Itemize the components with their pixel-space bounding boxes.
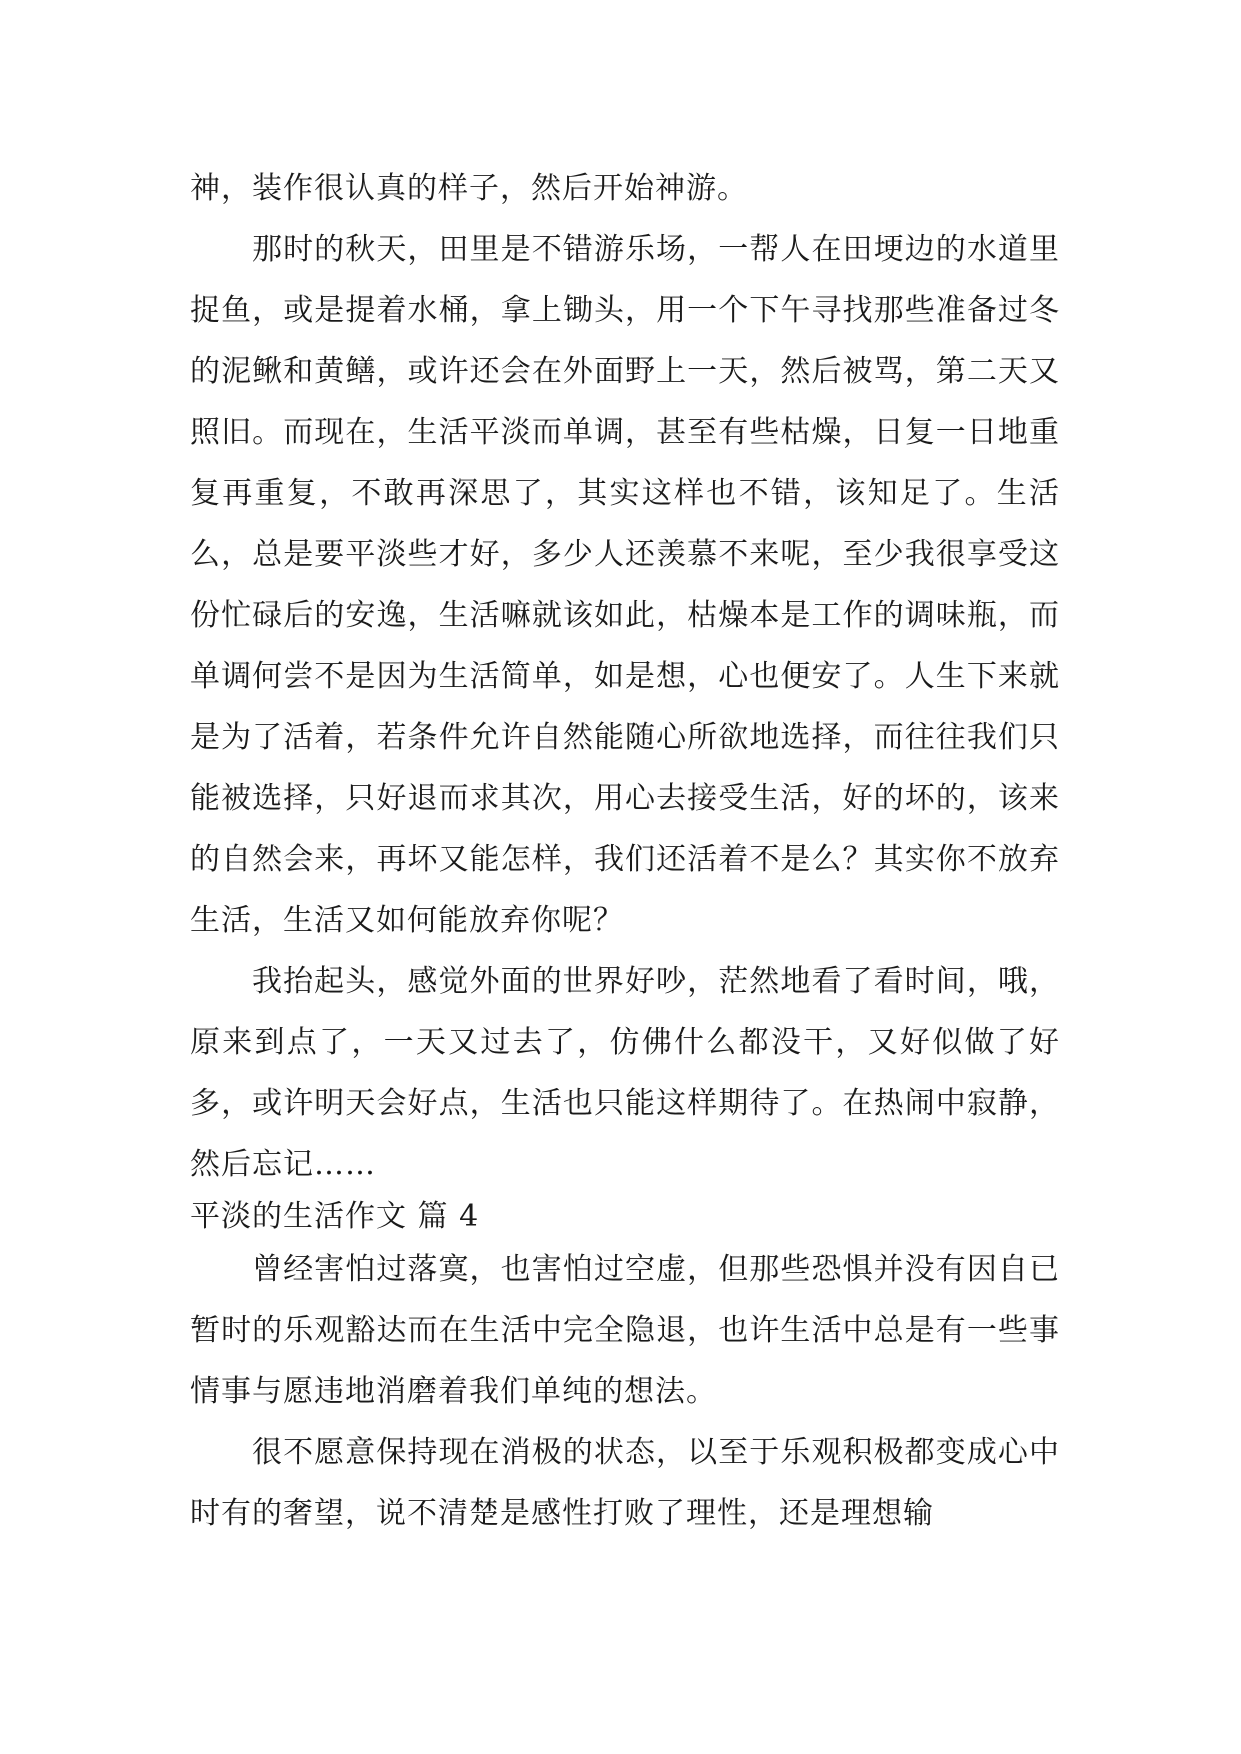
paragraph: 很不愿意保持现在消极的状态，以至于乐观积极都变成心中时有的奢望，说不清楚是感性打败了理性，还是理想输	[190, 1435, 1060, 1531]
paragraph: 神，装作很认真的样子，然后开始神游。	[190, 171, 748, 206]
document-body	[190, 158, 1060, 1544]
paragraph: 我抬起头，感觉外面的世界好吵，茫然地看了看时间，哦，原来到点了，一天又过去了，仿佛什么都没干，又好似做了好多，或许明天会好点，生活也只能这样期待了。在热闹中寂静，然后忘记……	[190, 964, 1060, 1182]
paragraph: 曾经害怕过落寞，也害怕过空虚，但那些恐惧并没有因自已暂时的乐观豁达而在生活中完全隐退，也许生活中总是有一些事情事与愿违地消磨着我们单纯的想法。	[190, 1252, 1060, 1409]
paragraph: 那时的秋天，田里是不错游乐场，一帮人在田埂边的水道里捉鱼，或是提着水桶，拿上锄头，用一个下午寻找那些准备过冬的泥鳅和黄鳝，或许还会在外面野上一天，然后被骂，第二天又照旧。而现在，生活平淡而单调，甚至有些枯燥，日复一日地重复再重复，不敢再深思了，其实这样也不错，该知足了。生活么，总是要平淡些才好，多少人还羡慕不来呢，至少我很享受这份忙碌后的安逸，生活嘛就该如此，枯燥本是工作的调味瓶，而单调何尝不是因为生活简单，如是想，心也便安了。人生下来就是为了活着，若条件允许自然能随心所欲地选择，而往往我们只能被选择，只好退而求其次，用心去接受生活，好的坏的，该来的自然会来，再坏又能怎样，我们还活着不是么？其实你不放弃生活，生活又如何能放弃你呢？	[190, 232, 1060, 938]
section-heading: 平淡的生活作文 篇 4	[190, 1199, 480, 1234]
